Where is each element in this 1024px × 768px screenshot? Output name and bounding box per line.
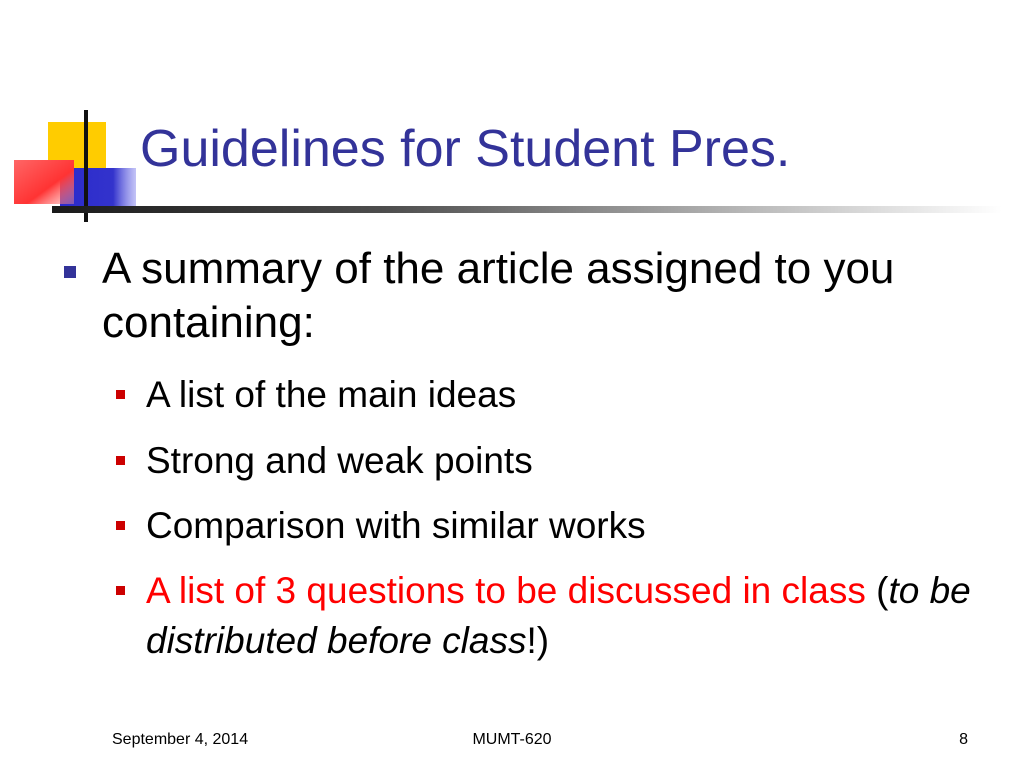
sub-bullet-item — [116, 436, 976, 486]
footer-page-number: 8 — [959, 731, 968, 748]
main-bullet — [64, 242, 964, 350]
main-bullet-text: A summary of the article assigned to you containing: — [102, 244, 895, 347]
sub-bullet-text — [146, 566, 976, 666]
sub-bullet-marker — [116, 456, 125, 465]
sub-bullet-item — [116, 501, 976, 551]
sub-bullet-marker — [116, 390, 125, 399]
footer-course: MUMT-620 — [472, 731, 552, 748]
sub-bullet-marker — [116, 586, 125, 595]
sub-bullet-marker — [116, 521, 125, 530]
decorative-logo — [0, 0, 150, 240]
slide-title: Guidelines for Student Pres. — [140, 120, 791, 178]
sub-bullet-text: Strong and weak points — [146, 440, 533, 481]
footer-date: September 4, 2014 — [112, 731, 249, 748]
sub-bullet-item — [116, 370, 976, 420]
title-divider — [52, 206, 1002, 213]
highlighted-text: A list of 3 questions to be discussed in class — [146, 570, 866, 611]
sub-bullet-text: A list of the main ideas — [146, 374, 517, 415]
sub-bullet-text: Comparison with similar works — [146, 505, 646, 546]
italic-text: to be distributed before class — [146, 570, 971, 661]
logo-red-square — [14, 160, 74, 204]
paren-open: ( — [865, 570, 889, 611]
paren-close: !) — [526, 620, 550, 661]
main-bullet-marker — [64, 266, 76, 278]
sub-bullet-item — [116, 566, 976, 666]
